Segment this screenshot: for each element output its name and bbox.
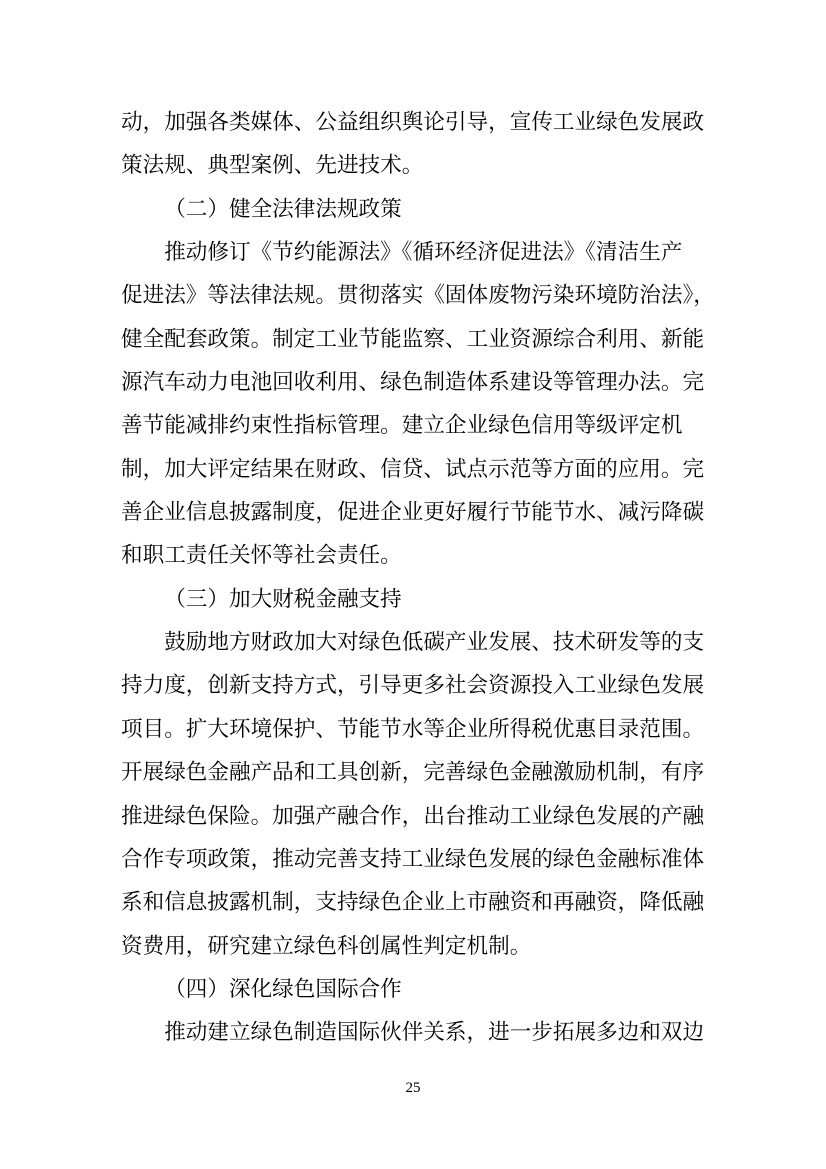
text-line: 持力度，创新支持方式，引导更多社会资源投入工业绿色发展	[121, 673, 705, 698]
text-line: 动，加强各类媒体、公益组织舆论引导，宣传工业绿色发展政	[121, 110, 705, 134]
document-lines	[121, 101, 715, 1055]
text-line: 源汽车动力电池回收利用、绿色制造体系建设等管理办法。完	[121, 370, 705, 395]
text-line: 项目。扩大环境保护、节能节水等企业所得税优惠目录范围。	[121, 716, 705, 741]
section-heading: （三）加大财税金融支持	[164, 586, 402, 611]
text-line: 推动建立绿色制造国际伙伴关系，进一步拓展多边和双边	[164, 1020, 705, 1045]
text-line: 善节能减排约束性指标管理。建立企业绿色信用等级评定机	[121, 413, 683, 438]
text-line: 促进法》等法律法规。贯彻落实《固体废物污染环境防治法》，	[121, 283, 715, 308]
text-line: 制，加大评定结果在财政、信贷、试点示范等方面的应用。完	[121, 456, 705, 481]
text-line: 推动修订《节约能源法》《循环经济促进法》《清洁生产	[164, 240, 683, 265]
page-number: 25	[405, 1080, 421, 1096]
text-line: 开展绿色金融产品和工具创新，完善绿色金融激励机制，有序	[121, 760, 705, 785]
text-line: 健全配套政策。制定工业节能监察、工业资源综合利用、新能	[121, 326, 705, 351]
text-line: 善企业信息披露制度，促进企业更好履行节能节水、减污降碳	[121, 500, 705, 525]
text-line: 和职工责任关怀等社会责任。	[121, 543, 402, 568]
text-line: 系和信息披露机制，支持绿色企业上市融资和再融资，降低融	[121, 890, 705, 915]
text-line: 策法规、典型案例、先进技术。	[121, 153, 424, 178]
text-line: 鼓励地方财政加大对绿色低碳产业发展、技术研发等的支	[164, 630, 705, 655]
section-heading: （四）深化绿色国际合作	[164, 976, 402, 1001]
section-heading: （二）健全法律法规政策	[164, 196, 402, 221]
text-line: 推进绿色保险。加强产融合作，出台推动工业绿色发展的产融	[121, 803, 705, 828]
text-line: 合作专项政策，推动完善支持工业绿色发展的绿色金融标准体	[121, 846, 705, 871]
text-line: 资费用，研究建立绿色科创属性判定机制。	[121, 933, 532, 958]
